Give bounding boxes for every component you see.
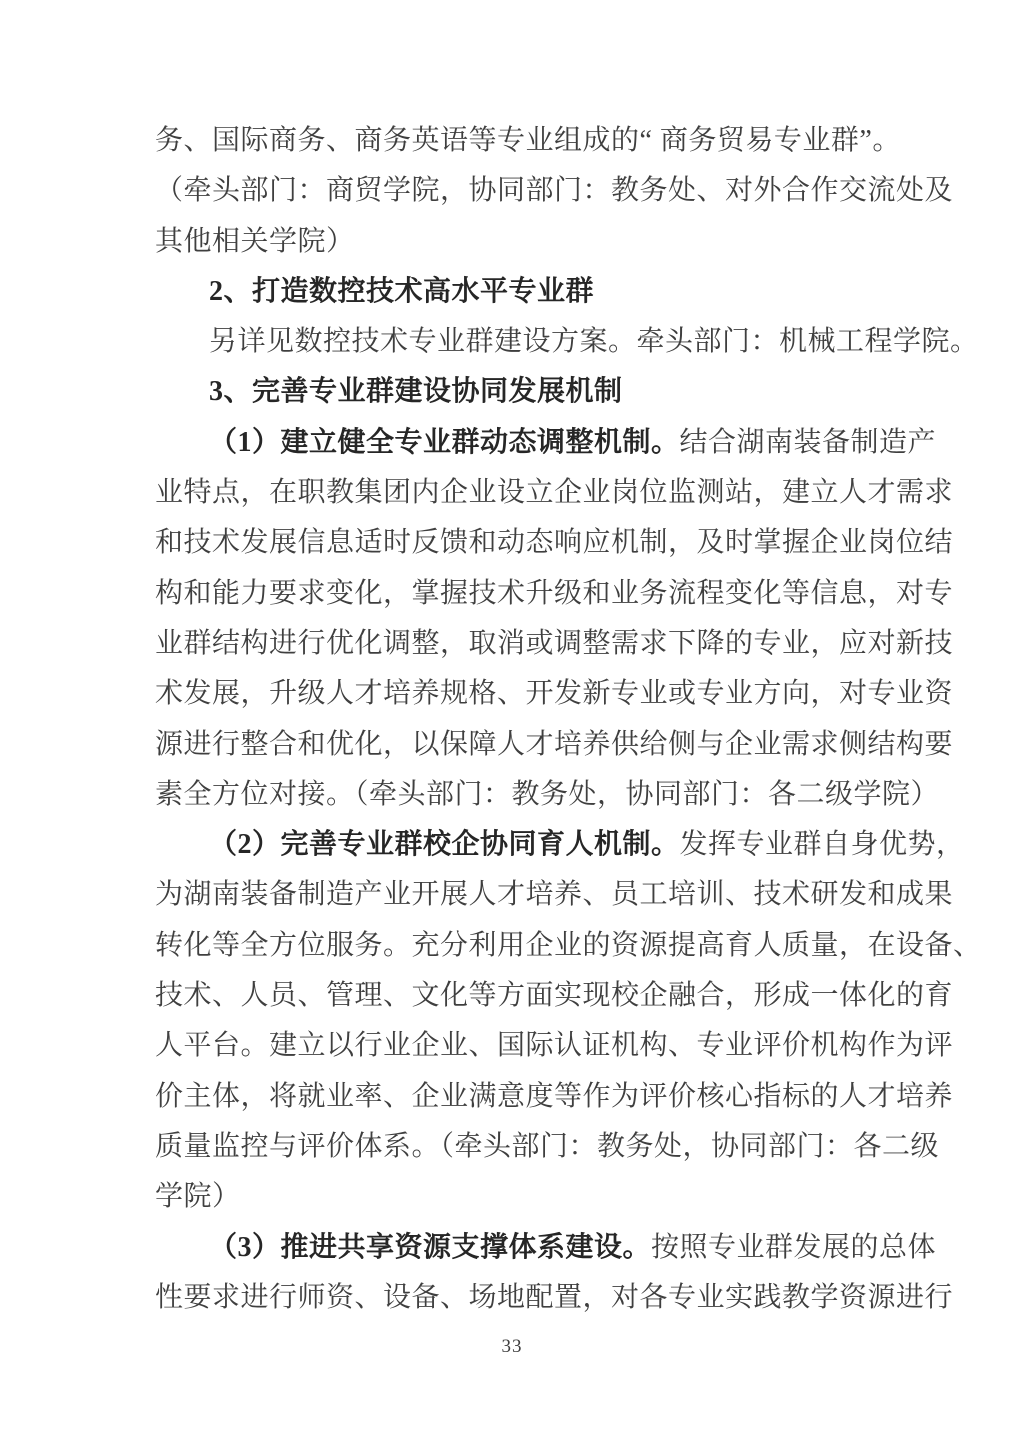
text-line [155, 468, 954, 518]
text-segment: 其他相关学院） [155, 225, 355, 257]
text-segment: 技术、人员、管理、文化等方面实现校企融合，形成一体化的育 [155, 980, 954, 1012]
text-line [155, 720, 954, 770]
text-line [155, 921, 982, 971]
text-line [155, 971, 954, 1021]
text-line [155, 166, 954, 216]
text-segment: 和技术发展信息适时反馈和动态响应机制，及时掌握企业岗位结 [155, 527, 954, 559]
text-segment: 发挥专业群自身优势， [679, 829, 965, 861]
text-segment: 素全方位对接。（牵头部门：教务处，协同部门：各二级学院） [155, 778, 940, 810]
text-line [155, 669, 954, 719]
text-line [155, 1223, 937, 1273]
text-line [155, 217, 883, 267]
text-line [155, 569, 954, 619]
text-line [155, 1273, 954, 1323]
bold-text-segment: （1）建立健全专业群动态调整机制。 [209, 426, 680, 458]
text-segment: 另详见数控技术专业群建设方案。牵头部门：机械工程学院。 [209, 326, 979, 358]
text-segment: 构和能力要求变化，掌握技术升级和业务流程变化等信息，对专 [155, 577, 954, 609]
text-line [155, 1172, 883, 1222]
text-segment: 按照专业群发展的总体 [651, 1231, 937, 1263]
bold-text-segment: （2）完善专业群校企协同育人机制。 [209, 829, 680, 861]
text-segment: 转化等全方位服务。充分利用企业的资源提高育人质量，在设备、 [155, 929, 982, 961]
text-segment: 术发展，升级人才培养规格、开发新专业或专业方向，对专业资 [155, 678, 954, 710]
text-line [155, 367, 883, 417]
text-line [155, 770, 940, 820]
text-segment: 业特点，在职教集团内企业设立企业岗位监测站，建立人才需求 [155, 477, 954, 509]
text-line [155, 820, 965, 870]
text-segment: 业群结构进行优化调整，取消或调整需求下降的专业，应对新技 [155, 627, 954, 659]
text-segment: 结合湖南装备制造产 [679, 426, 937, 458]
text-segment: 为湖南装备制造产业开展人才培养、员工培训、技术研发和成果 [155, 879, 954, 911]
bold-text-segment: （3）推进共享资源支撑体系建设。 [209, 1231, 652, 1263]
text-segment: 学院） [155, 1181, 241, 1213]
page-number: 33 [501, 1336, 523, 1357]
text-segment: 价主体，将就业率、企业满意度等作为评价核心指标的人才培养 [155, 1080, 954, 1112]
text-segment: 源进行整合和优化，以保障人才培养供给侧与企业需求侧结构要 [155, 728, 954, 760]
text-line [155, 116, 901, 166]
text-line [155, 518, 954, 568]
text-segment: 人平台。建立以行业企业、国际认证机构、专业评价机构作为评 [155, 1030, 954, 1062]
text-line [155, 870, 954, 920]
text-segment: （牵头部门：商贸学院，协同部门：教务处、对外合作交流处及 [155, 175, 954, 207]
text-line [155, 317, 979, 367]
text-segment: 质量监控与评价体系。（牵头部门：教务处，协同部门：各二级 [155, 1130, 940, 1162]
text-line [155, 1021, 954, 1071]
text-line [155, 1072, 954, 1122]
text-segment: 性要求进行师资、设备、场地配置，对各专业实践教学资源进行 [155, 1281, 954, 1313]
text-line [155, 418, 937, 468]
text-line [155, 619, 954, 669]
text-line [155, 267, 883, 317]
text-segment: 务、国际商务、商务英语等专业组成的“ 商务贸易专业群”。 [155, 125, 901, 156]
bold-text-segment: 3、完善专业群建设协同发展机制 [209, 376, 623, 408]
bold-text-segment: 2、打造数控技术高水平专业群 [209, 275, 595, 307]
text-line [155, 1122, 940, 1172]
document-body [155, 116, 982, 1323]
